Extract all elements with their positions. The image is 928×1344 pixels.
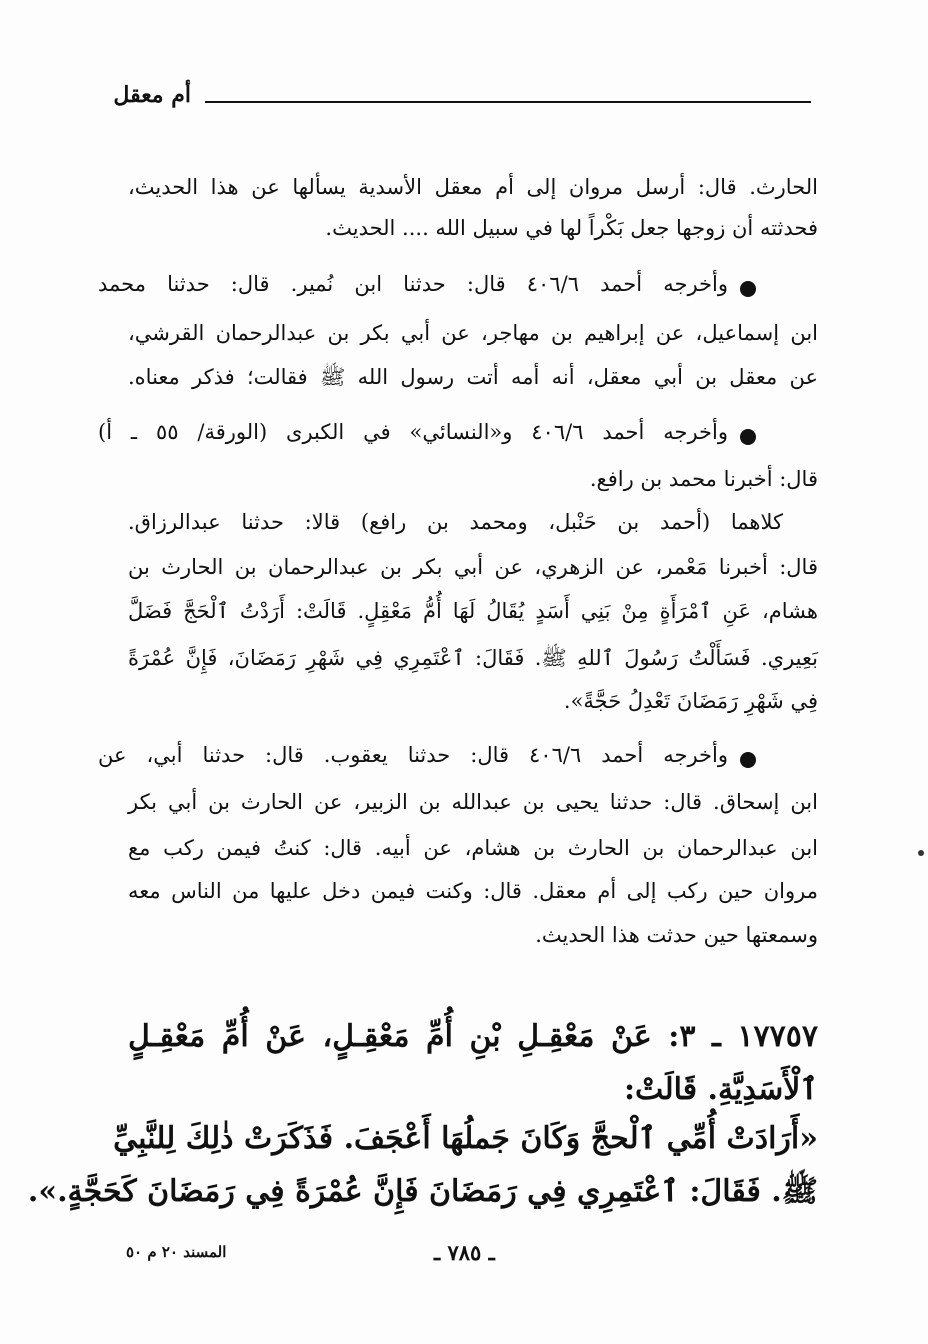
text-line: وسمعتها حين حدثت هذا الحديث.: [535, 923, 818, 947]
header-rule: [205, 101, 811, 103]
text-line: ابن إسحاق. قال: حدثنا يحيى بن عبدالله بن الزبير، عن الحارث بن أبي بكر: [128, 790, 818, 814]
text-line: مروان حين ركب إلى أم معقل. قال: وكنت فيمن دخل عليها من الناس معه: [128, 879, 818, 903]
text-line: قال: أخبرنا مَعْمر، عن الزهري، عن أبي بكر بن عبدالرحمان بن الحارث بن: [128, 555, 818, 579]
text-line: وأخرجه أحمد ٤٠٦/٦ قال: حدثنا ابن نُمير. قال: حدثنا محمد: [98, 272, 728, 296]
text-line: فحدثته أن زوجها جعل بَكْراً لها في سبيل الله .... الحديث.: [325, 216, 818, 240]
text-line: قال: أخبرنا محمد بن رافع.: [589, 467, 818, 491]
text-line: كلاهما (أحمد بن حَنْبل، ومحمد بن رافع) قالا: حدثنا عبدالرزاق.: [128, 510, 783, 534]
hadith-line: ٱلْأَسَدِيَّةِ. قَالَتْ:: [623, 1072, 818, 1107]
text-line: وأخرجه أحمد ٤٠٦/٦ و«النسائي» في الكبرى (الورقة/ ٥٥ ـ أ): [98, 420, 728, 444]
printer-signature: المسند ٢٠ م ٥٠: [126, 1243, 227, 1261]
text-line: فِي شَهْرِ رَمَضَانَ تَعْدِلُ حَجَّةً».: [563, 689, 818, 713]
text-line: بَعِيري. فَسَأَلْتُ رَسُولَ ٱللهِ ﷺ. فَقَالَ: ٱعْتَمِرِي فِي شَهْرِ رَمَضَانَ، فَإِنَّ عُمْرَةً: [128, 646, 818, 670]
text-line: وأخرجه أحمد ٤٠٦/٦ قال: حدثنا يعقوب. قال: حدثنا أبي، عن: [98, 743, 728, 767]
text-line: عن معقل بن أبي معقل، أنه أمه أتت رسول الله ﷺ فقالت؛ فذكر معناه.: [128, 365, 818, 389]
text-line: ابن عبدالرحمان بن الحارث بن هشام، عن أبيه. قال: كنتُ فيمن ركب مع: [128, 836, 818, 860]
page-number: ـ ٧٨٥ ـ: [434, 1240, 495, 1265]
bullet-icon: [740, 281, 756, 297]
scan-speck: [918, 850, 924, 856]
hadith-line: ١٧٧٥٧ ـ ٣: عَنْ مَعْقِـلِ بْنِ أُمِّ مَعْقِـلٍ، عَنْ أُمِّ مَعْقِـلٍ: [128, 1019, 818, 1054]
hadith-line: «أَرَادَتْ أُمِّي ٱلْحجَّ وَكَانَ جَملُهَا أَعْجَفَ. فَذَكَرَتْ ذٰلِكَ لِلنَّبِيِّ: [113, 1121, 818, 1156]
text-line: الحارث. قال: أرسل مروان إلى أم معقل الأسدية يسألها عن هذا الحديث،: [128, 175, 818, 199]
text-line: هشام، عَنِ ٱمْرَأَةٍ مِنْ بَنِي أَسَدٍ يُقَالُ لَهَا أُمُّ مَعْقِلٍ. قَالَتْ: أَرَدْتُ ٱلْحَجَّ فَضَلَّ: [128, 599, 818, 623]
bullet-icon: [740, 429, 756, 445]
hadith-line: ﷺ. فَقَالَ: ٱعْتَمِرِي فِي رَمَضَانَ فَإِنَّ عُمْرَةً فِي رَمَضَانَ كَحَجَّةٍ.».: [27, 1174, 818, 1209]
bullet-icon: [740, 752, 756, 768]
text-line: ابن إسماعيل، عن إبراهيم بن مهاجر، عن أبي بكر بن عبدالرحمان القرشي،: [128, 321, 818, 345]
running-header-title: أم معقل: [113, 82, 191, 108]
